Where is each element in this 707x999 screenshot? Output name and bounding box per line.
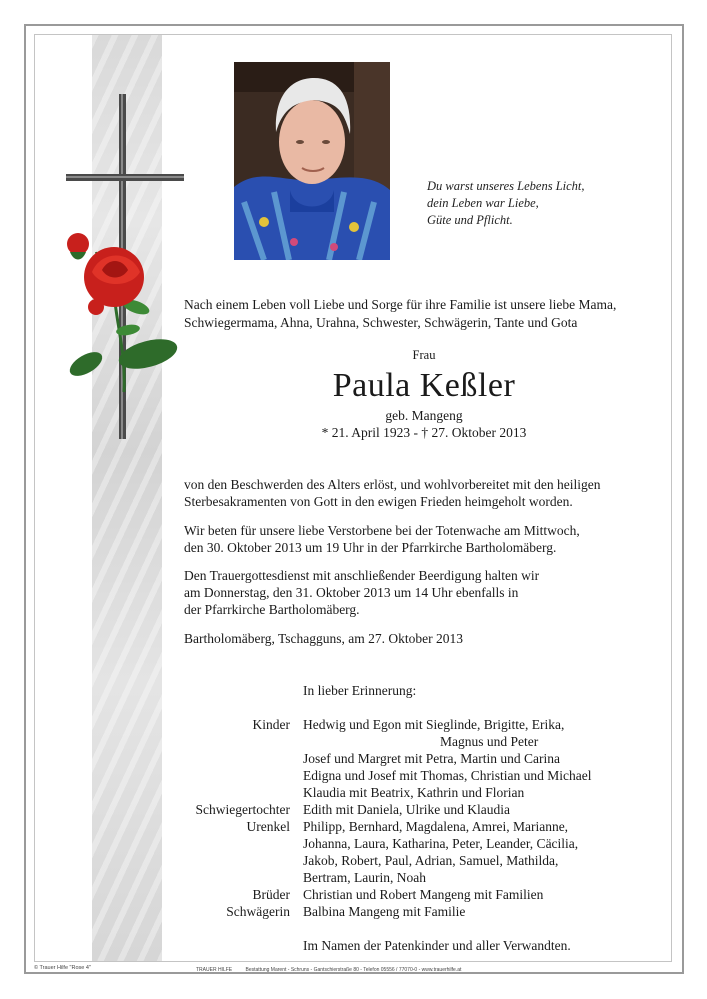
relation-label: Schwägerin: [226, 904, 290, 919]
quote-line: Güte und Pflicht.: [427, 213, 513, 227]
paragraph-line: Bartholomäberg, Tschagguns, am 27. Oktober 2013: [184, 631, 464, 646]
mourner-line: Bertram, Laurin, Noah: [303, 870, 426, 885]
intro-text: [184, 296, 664, 332]
intro-line: Schwiegermama, Ahna, Urahna, Schwester, Schwägerin, Tante und Gota: [184, 315, 578, 330]
place-date-line: [184, 630, 664, 647]
portrait-photo: [234, 62, 390, 260]
life-dates: * 21. April 1923 - † 27. Oktober 2013: [321, 425, 527, 440]
mourner-group-urenkel: [150, 818, 670, 886]
footer-contact: [196, 967, 473, 973]
footer-copyright: © Trauer Hilfe "Rose 4": [34, 965, 91, 971]
mourner-line: Magnus und Peter: [440, 734, 539, 749]
mourner-line: Josef und Margret mit Petra, Martin und Carina: [303, 751, 560, 766]
paragraph-funeral: [184, 567, 664, 618]
mourner-group-brueder: [150, 886, 670, 903]
mourner-group-schwiegertochter: [150, 801, 670, 818]
mourner-line: Johanna, Laura, Katharina, Peter, Leander, Cäcilia,: [303, 836, 579, 851]
mourner-line: Philipp, Bernhard, Magdalena, Amrei, Marianne,: [303, 819, 569, 834]
mourner-line: Balbina Mangeng mit Familie: [303, 904, 466, 919]
salutation: Frau: [412, 348, 436, 362]
mourner-line: Edigna und Josef mit Thomas, Christian und Michael: [303, 768, 592, 783]
intro-line: Nach einem Leben voll Liebe und Sorge für ihre Familie ist unsere liebe Mama,: [184, 297, 617, 312]
birth-name: geb. Mangeng: [385, 408, 463, 423]
footer-brand: TRAUER HILFE: [196, 967, 233, 973]
memory-heading: In lieber Erinnerung:: [303, 683, 417, 698]
mourner-group-schwaegerin: [150, 903, 670, 920]
paragraph-line: Sterbesakramenten von Gott in den ewigen Frieden heimgeholt worden.: [184, 494, 573, 509]
paragraph-line: am Donnerstag, den 31. Oktober 2013 um 14 Uhr ebenfalls in: [184, 585, 519, 600]
mourners-list: [150, 716, 670, 920]
paragraph-vigil: [184, 522, 664, 556]
paragraph-passing: [184, 476, 664, 510]
relation-label: Kinder: [252, 717, 290, 732]
mourner-line: Edith mit Daniela, Ulrike und Klaudia: [303, 802, 510, 817]
closing-line: Im Namen der Patenkinder und aller Verwandten.: [303, 938, 571, 953]
relation-label: Brüder: [252, 887, 290, 902]
mourner-line: Christian und Robert Mangeng mit Familien: [303, 887, 544, 902]
paragraph-line: von den Beschwerden des Alters erlöst, und wohlvorbereitet mit den heiligen: [184, 477, 601, 492]
mourner-group-kinder: [150, 716, 670, 801]
mourner-line: Klaudia mit Beatrix, Kathrin und Florian: [303, 785, 525, 800]
quote-line: dein Leben war Liebe,: [427, 196, 539, 210]
paragraph-line: Den Trauergottesdienst mit anschließender Beerdigung halten wir: [184, 568, 540, 583]
relation-label: Schwiegertochter: [195, 802, 290, 817]
cross-rose-ornament: [56, 92, 186, 442]
paragraph-line: den 30. Oktober 2013 um 19 Uhr in der Pfarrkirche Bartholomäberg.: [184, 540, 557, 555]
relation-label: Urenkel: [246, 819, 290, 834]
paragraph-line: Wir beten für unsere liebe Verstorbene bei der Totenwache am Mittwoch,: [184, 523, 580, 538]
deceased-name: Paula Keßler: [332, 367, 516, 404]
footer-address: Bestattung Marent - Schruns - Gantschierstraße 80 - Telefon 05556 / 77070-0 - www.trauerhilfe.at: [245, 967, 462, 973]
mourner-line: Jakob, Robert, Paul, Adrian, Samuel, Mathilda,: [303, 853, 559, 868]
quote-line: Du warst unseres Lebens Licht,: [427, 179, 585, 193]
memorial-quote: [427, 178, 585, 229]
mourner-line: Hedwig und Egon mit Sieglinde, Brigitte, Erika,: [303, 717, 565, 732]
paragraph-line: der Pfarrkirche Bartholomäberg.: [184, 602, 360, 617]
